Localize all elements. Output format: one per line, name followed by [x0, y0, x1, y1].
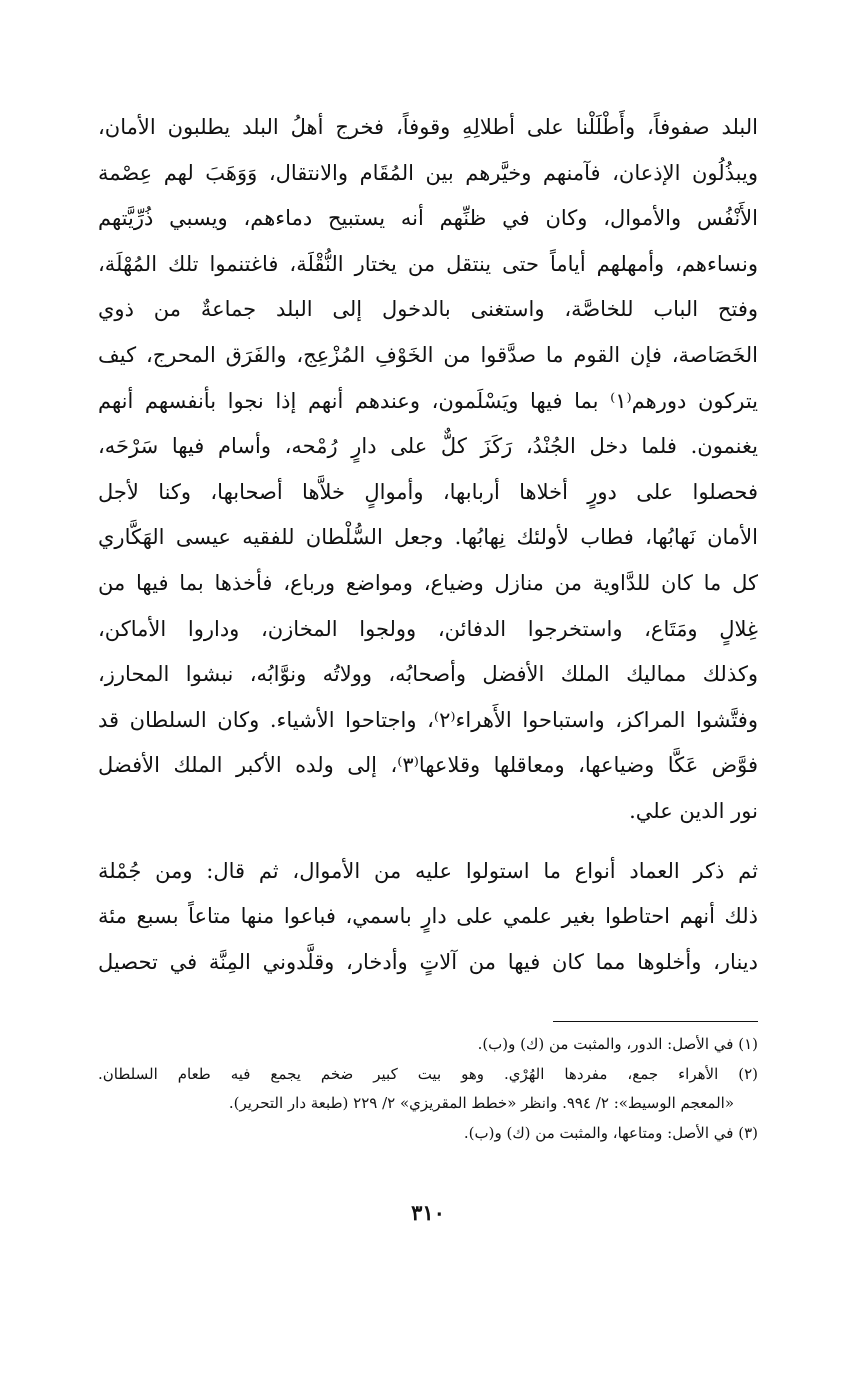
text-line: فحصلوا على دورٍ أخلاها أربابها، وأموالٍ خلاَّها أصحابها، وكنا لأجل — [98, 479, 758, 504]
text-line: وفتَّشوا المراكز، واستباحوا الأَهراء⁽٢⁾، واجتاحوا الأشياء. وكان السلطان قد — [98, 707, 758, 732]
text-line: ويبذُلُون الإذعان، فآمنهم وخيَّرهم بين المُقَام والانتقال، وَوَهَبَ لهم عِصْمة — [98, 160, 758, 185]
text-line: فوَّض عَكَّا وضياعها، ومعاقلها وقلاعها⁽٣⁾، إلى ولده الأكبر الملك الأفضل — [98, 753, 758, 778]
book-page — [98, 105, 758, 1305]
text-line: الخَصَاصة، فإن القوم ما صدَّقوا من الخَوْفِ المُزْعِج، والفَرَق المحرج، كيف — [98, 342, 758, 367]
footnote-2-continuation: «المعجم الوسيط»: ٢/ ٩٩٤. وانظر «خطط المقريزي» ٢/ ٢٢٩ (طبعة دار التحرير). — [228, 1094, 734, 1112]
footnote-1: (١) في الأصل: الدور، والمثبت من (ك) و(ب). — [477, 1035, 758, 1053]
text-line: البلد صفوفاً، وأَطْلَلْنا على أطلالِهِ وقوفاً، فخرج أهلُ البلد يطلبون الأمان، — [98, 115, 758, 139]
text-line: ثم ذكر العماد أنواع ما استولوا عليه من الأموال، ثم قال: ومن جُمْلة — [98, 858, 758, 883]
text-line: وكذلك مماليك الملك الأفضل وأصحابُه، وولاتُه ونوَّابُه، نبشوا المحارز، — [98, 662, 758, 687]
text-line: وفتح الباب للخاصَّة، واستغنى بالدخول إلى البلد جماعةٌ من ذوي — [98, 297, 758, 322]
text-line: الأمان نَهابُها، فطاب لأولئك نِهابُها. وجعل السُّلْطان للفقيه عيسى الهَكَّاري — [98, 525, 758, 550]
text-line: نور الدين علي. — [629, 798, 758, 823]
text-line: الأَنْفُس والأموال، وكان في ظنِّهم أنه يستبيح دماءهم، ويسبي ذُرِّيَّتهم — [98, 206, 758, 231]
text-line: ونساءهم، وأمهلهم أياماً حتى ينتقل من يختار النُّقْلَة، فاغتنموا تلك المُهْلَة، — [98, 251, 758, 276]
footnote-divider — [553, 1021, 758, 1022]
page-number: ٣١٠ — [411, 1200, 445, 1225]
text-line: يتركون دورهم⁽١⁾ بما فيها ويَسْلَمون، وعندهم أنهم إذا نجوا بأنفسهم أنهم — [98, 388, 758, 413]
main-text — [98, 105, 758, 985]
footnote-2: (٢) الأهراء جمع، مفردها الهُرْي. وهو بيت كبير ضخم يجمع فيه طعام السلطان. — [98, 1064, 758, 1083]
footnotes — [98, 1030, 758, 1148]
text-line: ذلك أنهم احتاطوا بغير علمي على دارٍ باسمي، فباعوا منها متاعاً بسبع مئة — [98, 904, 758, 929]
text-line: غِلالٍ ومَتَاع، واستخرجوا الدفائن، وولجوا المخازن، وداروا الأماكن، — [98, 616, 758, 641]
text-line: دينار، وأخلوها مما كان فيها من آلاتٍ وأدخار، وقلَّدوني المِنَّة في تحصيل — [98, 949, 758, 974]
paragraph-gap — [98, 835, 758, 849]
text-line: يغنمون. فلما دخل الجُنْدُ، رَكَزَ كلٌّ على دارٍ رُمْحه، وأسام فيها سَرْحَه، — [98, 434, 758, 459]
text-line: كل ما كان للدَّاوية من منازل وضياع، ومواضع ورباع، فأخذها بما فيها من — [98, 570, 758, 595]
footnote-3: (٣) في الأصل: ومتاعها، والمثبت من (ك) و(ب). — [463, 1123, 758, 1142]
